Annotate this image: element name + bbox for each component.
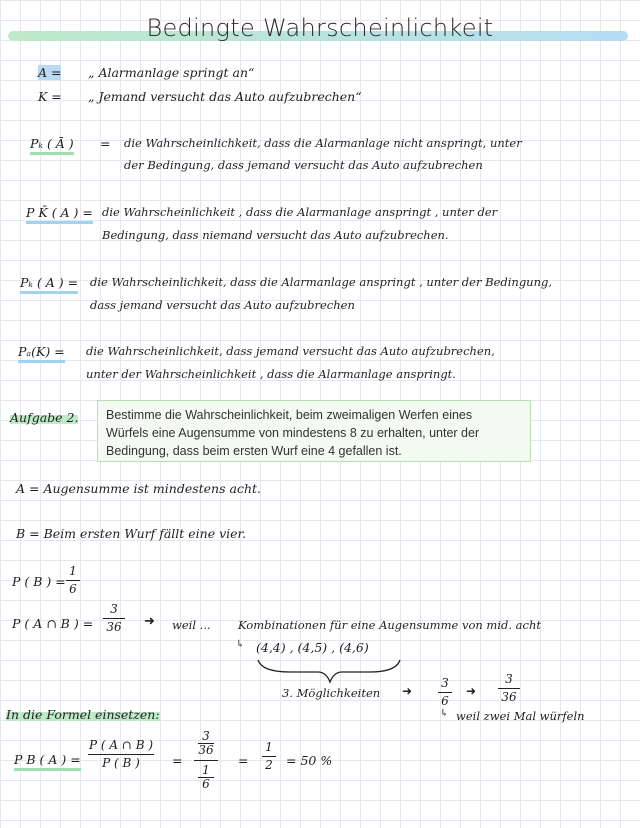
- page-title: Bedingte Wahrscheinlichkeit: [146, 14, 494, 42]
- result-fraction: [262, 740, 276, 773]
- result-text: = 50 %: [286, 753, 333, 768]
- value-num-num: 3: [202, 729, 210, 743]
- pb-num: 1: [69, 564, 77, 578]
- task-line-3: Bedingung, dass beim ersten Wurf eine 4 gefallen ist.: [106, 444, 402, 458]
- prob-3-line1: die Wahrscheinlichkeit, dass die Alarmanlage anspringt , unter der Bedingung,: [90, 275, 553, 289]
- task-line-2: Würfels eine Augensumme von mindestens 8 zu erhalten, unter der: [106, 426, 480, 440]
- moeglichkeiten-text: 3. Möglichkeiten: [282, 686, 381, 700]
- task-label: Aufgabe 2.: [10, 410, 79, 425]
- arrow-right-icon-2: ➜: [402, 684, 413, 698]
- pb-label: P ( B ) =: [12, 574, 66, 589]
- eq2: =: [238, 753, 249, 768]
- task-line-1: Bestimme die Wahrscheinlichkeit, beim zweimaligen Werfen eines: [106, 408, 473, 422]
- def-a-text: „ Alarmanlage springt an“: [88, 65, 255, 80]
- kombi-text: Kombinationen für eine Augensumme von mid. acht: [238, 618, 542, 632]
- pab-den: 36: [106, 620, 122, 634]
- prob-4-label: Pₐ(K) =: [18, 344, 65, 359]
- eq1: =: [172, 753, 183, 768]
- arrow-down-right-icon-2: ↳: [440, 708, 449, 719]
- m-den: 6: [441, 694, 449, 708]
- arrow-right-icon-3: ➜: [466, 684, 477, 698]
- arrow-down-right-icon: ↳: [236, 639, 245, 650]
- prob-1-label: Pₖ ( Ā ): [30, 136, 74, 151]
- solution-a-def: A = Augensumme ist mindestens acht.: [16, 481, 262, 496]
- solution-b-def: B = Beim ersten Wurf fällt eine vier.: [16, 526, 247, 541]
- def-a-label: A =: [38, 65, 62, 80]
- formula-fraction: [88, 738, 154, 771]
- m-fraction: [438, 676, 452, 709]
- prob-2-line2: Bedingung, dass niemand versucht das Auto aufzubrechen.: [102, 228, 449, 242]
- m2-fraction: [498, 672, 520, 705]
- weil-text: weil ...: [172, 618, 211, 632]
- result-den: 2: [265, 758, 273, 772]
- value-den-num: 1: [202, 763, 210, 777]
- value-den-den: 6: [202, 777, 210, 791]
- prob-4-line1: die Wahrscheinlichkeit, dass jemand versucht das Auto aufzubrechen,: [86, 344, 495, 358]
- prob-2-line1: die Wahrscheinlichkeit , dass die Alarmanlage anspringt , unter der: [102, 205, 498, 219]
- pba-label: P B ( A ) =: [14, 752, 81, 767]
- prob-1-line2: der Bedingung, dass jemand versucht das Auto aufzubrechen: [124, 158, 483, 172]
- prob-3-label: Pₖ ( A ) =: [20, 275, 78, 290]
- value-main-bar: [194, 760, 218, 761]
- arrow-right-icon: ➜: [144, 614, 155, 629]
- value-fraction: [194, 730, 218, 791]
- formula-den: P ( B ): [102, 756, 140, 770]
- pb-den: 6: [69, 582, 77, 596]
- prob-1-line1: die Wahrscheinlichkeit, dass die Alarmanlage nicht anspringt, unter: [124, 136, 522, 150]
- pab-label: P ( A ∩ B ) =: [12, 616, 94, 631]
- m-bar: [438, 692, 452, 693]
- m2-num: 3: [505, 672, 513, 686]
- zwei-mal-text: weil zwei Mal würfeln: [456, 709, 585, 723]
- pab-num: 3: [110, 602, 118, 616]
- m-num: 3: [441, 676, 449, 690]
- prob-1-eq: =: [100, 136, 111, 151]
- result-bar: [262, 756, 276, 757]
- combos-text: (4,4) , (4,5) , (4,6): [256, 640, 369, 655]
- def-k-text: „ Jemand versucht das Auto aufzubrechen“: [88, 89, 362, 104]
- formel-heading: In die Formel einsetzen:: [6, 707, 160, 722]
- m2-den: 36: [501, 690, 517, 704]
- result-num: 1: [265, 740, 273, 754]
- formula-num: P ( A ∩ B ): [88, 738, 154, 752]
- prob-2-label: P K̄ ( A ) =: [26, 205, 93, 220]
- def-k-label: K =: [38, 89, 62, 104]
- prob-4-line2: unter der Wahrscheinlichkeit , dass die Alarmanlage anspringt.: [86, 367, 456, 381]
- prob-3-line2: dass jemand versucht das Auto aufzubrechen: [90, 298, 355, 312]
- m2-bar: [498, 688, 520, 689]
- formula-bar: [88, 754, 154, 755]
- value-num-den: 36: [198, 743, 214, 757]
